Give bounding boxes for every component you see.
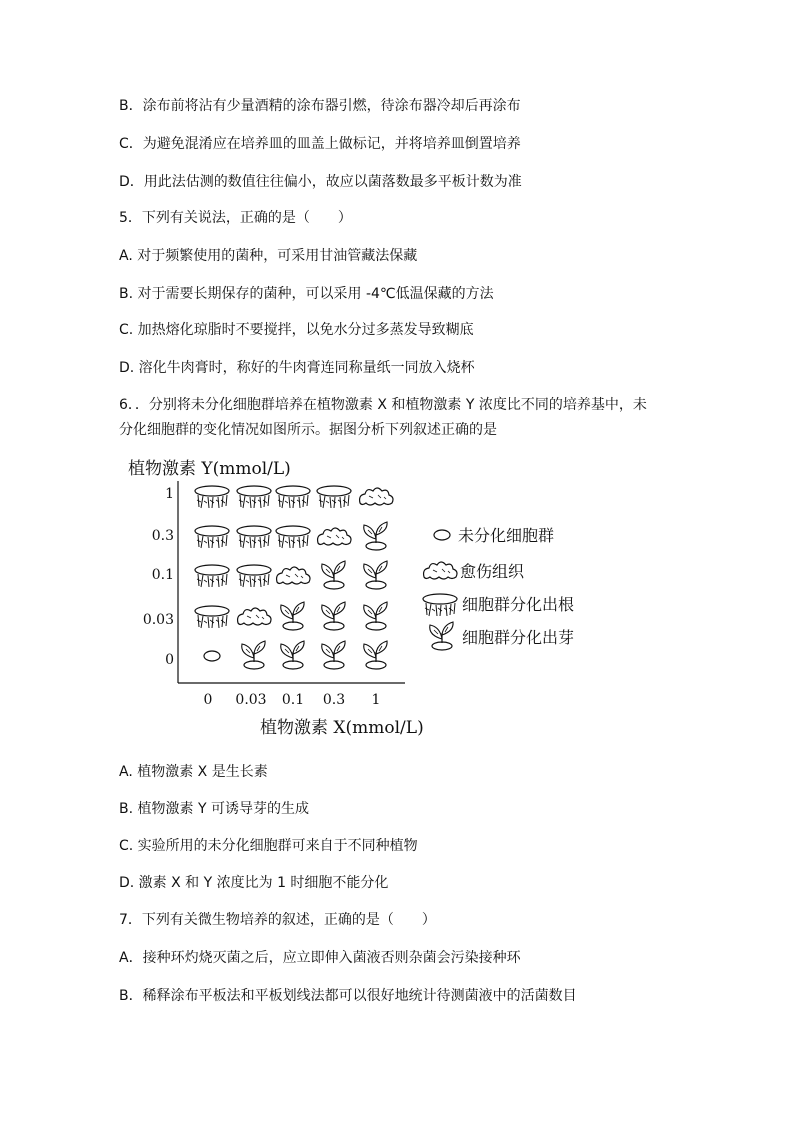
legend-undiff-icon (434, 530, 450, 540)
legend-root-icon (423, 594, 457, 616)
legend-shoot-label: 细胞群分化出芽 (462, 628, 575, 647)
q5-option-d: D. 溶化牛肉膏时，称好的牛肉膏连同称量纸一同放入烧杯 (119, 360, 475, 376)
question-5: 5．下列有关说法，正确的是（ ） (119, 210, 352, 226)
q6-option-b: B. 植物激素 Y 可诱导芽的生成 (119, 801, 309, 817)
cell-shoot-icon (322, 602, 345, 630)
q7-option-b: B．稀释涂布平板法和平板划线法都可以很好地统计待测菌液中的活菌数目 (119, 988, 577, 1004)
cell-root-icon (237, 526, 271, 548)
y-tick-0.1: 0.1 (151, 567, 174, 583)
line-c: C．为避免混淆应在培养皿的皿盖上做标记，并将培养皿倒置培养 (119, 136, 521, 152)
x-tick-0: 0 (203, 692, 213, 708)
cell-shoot-icon (322, 561, 345, 589)
y-axis-title: 植物激素 Y(mmol/L) (128, 459, 291, 479)
y-tick-0: 0 (165, 652, 174, 668)
y-tick-0.03: 0.03 (142, 612, 174, 628)
x-tick-0.03: 0.03 (235, 692, 267, 708)
hormone-figure (120, 455, 640, 745)
cell-root-icon (237, 565, 271, 587)
cell-root-icon (276, 486, 310, 508)
q6-option-c: C. 实验所用的未分化细胞群可来自于不同种植物 (119, 838, 418, 854)
x-tick-0.3: 0.3 (322, 692, 346, 708)
cell-callus-icon (277, 567, 310, 584)
question-6-line2: 分化细胞群的变化情况如图所示。据图分析下列叙述正确的是 (119, 422, 497, 438)
q5-option-b: B. 对于需要长期保存的菌种，可以采用 -4℃低温保藏的方法 (119, 286, 494, 302)
line-b: B．涂布前将沾有少量酒精的涂布器引燃，待涂布器冷却后再涂布 (119, 98, 521, 114)
cell-root-icon (276, 526, 310, 548)
cell-callus-icon (318, 528, 351, 545)
cell-root-icon (237, 486, 271, 508)
q5-option-c: C. 加热熔化琼脂时不要搅拌，以免水分过多蒸发导致糊底 (119, 322, 474, 338)
cell-root-icon (195, 565, 229, 587)
line-d: D．用此法估测的数值往往偏小，故应以菌落数最多平板计数为准 (119, 174, 522, 190)
legend-root-label: 细胞群分化出根 (462, 595, 575, 614)
q6-option-a: A. 植物激素 X 是生长素 (119, 764, 268, 780)
cell-callus-icon (360, 488, 393, 505)
cell-shoot-icon (364, 561, 387, 589)
cell-shoot-icon (364, 522, 387, 550)
cell-root-icon (195, 526, 229, 548)
q7-option-a: A．接种环灼烧灭菌之后，应立即伸入菌液否则杂菌会污染接种环 (119, 950, 521, 966)
result-grid (195, 486, 393, 669)
q5-option-a: A. 对于频繁使用的菌种，可采用甘油管藏法保藏 (119, 248, 418, 264)
y-tick-1: 1 (165, 486, 174, 502)
cell-root-icon (195, 606, 229, 628)
legend-callus-icon (424, 562, 457, 579)
cell-shoot-icon (364, 641, 387, 669)
question-6-line1: 6．．分别将未分化细胞群培养在植物激素 X 和植物激素 Y 浓度比不同的培养基中，未 (119, 397, 647, 413)
y-tick-0.3: 0.3 (151, 528, 174, 544)
cell-root-icon (195, 486, 229, 508)
cell-shoot-icon (322, 641, 345, 669)
cell-undiff-icon (204, 651, 220, 661)
legend-callus-label: 愈伤组织 (460, 562, 525, 581)
q6-option-d: D. 激素 X 和 Y 浓度比为 1 时细胞不能分化 (119, 875, 389, 891)
question-7: 7．下列有关微生物培养的叙述，正确的是（ ） (119, 912, 436, 928)
cell-shoot-icon (281, 641, 304, 669)
cell-root-icon (317, 486, 351, 508)
cell-shoot-icon (242, 641, 265, 669)
x-tick-1: 1 (371, 692, 381, 708)
x-tick-0.1: 0.1 (281, 692, 305, 708)
figure-svg (120, 455, 640, 745)
cell-shoot-icon (281, 602, 304, 630)
x-axis-title: 植物激素 X(mmol/L) (260, 718, 424, 738)
legend-shoot-icon (430, 622, 453, 650)
cell-shoot-icon (364, 602, 387, 630)
cell-callus-icon (238, 608, 271, 625)
legend-undiff-label: 未分化细胞群 (458, 526, 555, 545)
